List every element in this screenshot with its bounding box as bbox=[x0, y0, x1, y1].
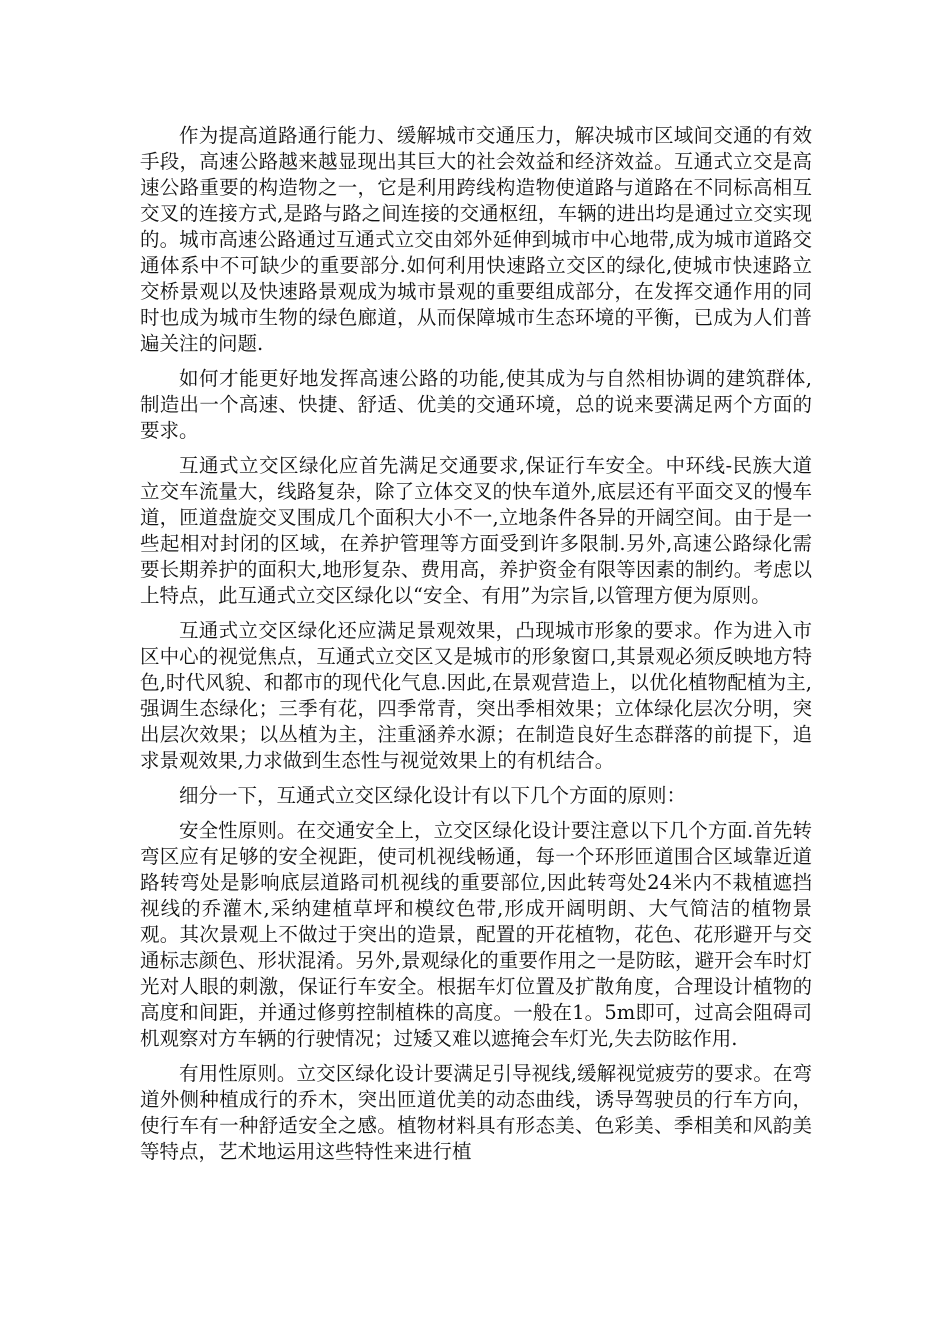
paragraph-1: 作为提高道路通行能力、缓解城市交通压力，解决城市区域间交通的有效手段，高速公路越来越显现出其巨大的社会效益和经济效益。互通式立交是高速公路重要的构造物之一，它是利用跨线构造物使道路与道路在不同标高相互交叉的连接方式,是路与路之间连接的交通枢纽，车辆的进出均是通过立交实现的。城市高速公路通过互通式立交由郊外延伸到城市中心地带,成为城市道路交通体系中不可缺少的重要部分.如何利用快速路立交区的绿化,使城市快速路立交桥景观以及快速路景观成为城市景观的重要组成部分，在发挥交通作用的同时也成为城市生物的绿色廊道，从而保障城市生态环境的平衡，已成为人们普遍关注的问题. bbox=[140, 124, 812, 355]
paragraph-2: 如何才能更好地发挥高速公路的功能,使其成为与自然相协调的建筑群体,制造出一个高速、快捷、舒适、优美的交通环境，总的说来要满足两个方面的要求。 bbox=[140, 367, 812, 442]
paragraph-4: 互通式立交区绿化还应满足景观效果，凸现城市形象的要求。作为进入市区中心的视觉焦点，互通式立交区又是城市的形象窗口,其景观必须反映地方特色,时代风貌、和都市的现代化气息.因此,在景观营造上，以优化植物配植为主,强调生态绿化；三季有花，四季常青，突出季相效果；立体绿化层次分明，突出层次效果；以丛植为主，注重涵养水源；在制造良好生态群落的前提下，追求景观效果,力求做到生态性与视觉效果上的有机结合。 bbox=[140, 619, 812, 772]
paragraph-6: 安全性原则。在交通安全上，立交区绿化设计要注意以下几个方面.首先转弯区应有足够的安全视距，使司机视线畅通，每一个环形匝道围合区域靠近道路转弯处是影响底层道路司机视线的重要部位,因此转弯处24米内不栽植遮挡视线的乔灌木,采纳建植草坪和模纹色带,形成开阔明朗、大气简洁的植物景观。其次景观上不做过于突出的造景，配置的开花植物，花色、花形避开与交通标志颜色、形状混淆。另外,景观绿化的重要作用之一是防眩，避开会车时灯光对人眼的刺激，保证行车安全。根据车灯位置及扩散角度，合理设计植物的高度和间距，并通过修剪控制植株的高度。一般在1。5m即可，过高会阻碍司机观察对方车辆的行驶情况；过矮又难以遮掩会车灯光,失去防眩作用. bbox=[140, 819, 812, 1050]
paragraph-3: 互通式立交区绿化应首先满足交通要求,保证行车安全。中环线-民族大道立交车流量大，线路复杂，除了立体交叉的快车道外,底层还有平面交叉的慢车道，匝道盘旋交叉围成几个面积大小不一,立地条件各异的开阔空间。由于是一些起相对封闭的区域，在养护管理等方面受到许多限制.另外,高速公路绿化需要长期养护的面积大,地形复杂、费用高，养护资金有限等因素的制约。考虑以上特点，此互通式立交区绿化以“安全、有用”为宗旨,以管理方便为原则。 bbox=[140, 454, 812, 607]
paragraph-7: 有用性原则。立交区绿化设计要满足引导视线,缓解视觉疲劳的要求。在弯道外侧种植成行的乔木，突出匝道优美的动态曲线，诱导驾驶员的行车方向，使行车有一种舒适安全之感。植物材料具有形态美、色彩美、季相美和风韵美等特点，艺术地运用这些特性来进行植 bbox=[140, 1062, 812, 1163]
paragraph-5: 细分一下，互通式立交区绿化设计有以下几个方面的原则： bbox=[179, 784, 687, 807]
document-body bbox=[140, 123, 812, 1174]
